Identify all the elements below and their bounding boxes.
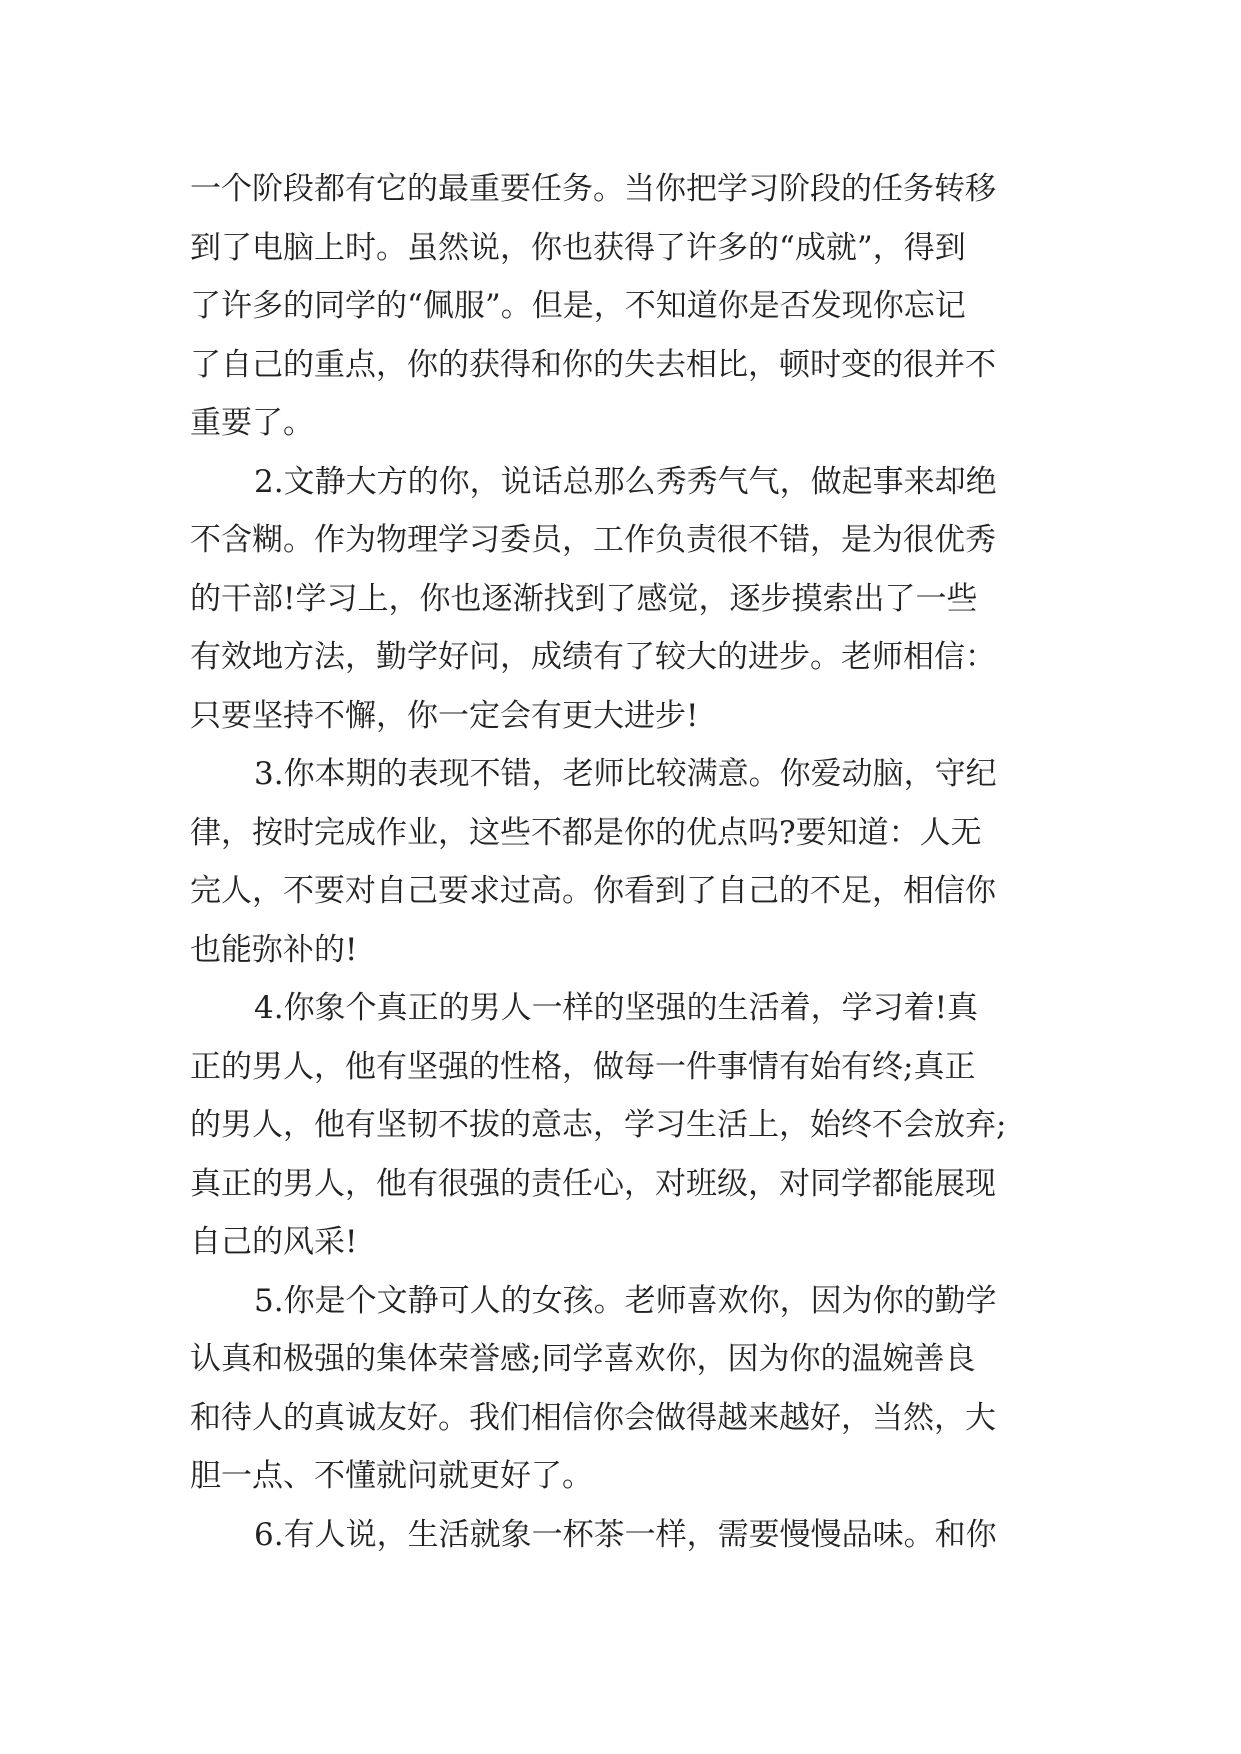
text-line: 重要了。 [190, 405, 314, 441]
text-line: 只要坚持不懈，你一定会有更大进步! [190, 697, 699, 734]
text-line: 自己的风采! [190, 1224, 358, 1260]
text-line: 也能弥补的! [190, 931, 358, 968]
paragraph-start-line: 2.文静大方的你，说话总那么秀秀气气，做起事来却绝 [254, 463, 997, 500]
text-line: 真正的男人，他有很强的责任心，对班级，对同学都能展现 [190, 1165, 996, 1202]
text-line: 的男人，他有坚韧不拔的意志，学习生活上，始终不会放弃; [190, 1107, 1007, 1143]
text-line: 了许多的同学的“佩服”。但是，不知道你是否发现你忘记 [190, 288, 966, 324]
paragraph-start-line: 5.你是个文静可人的女孩。老师喜欢你，因为你的勤学 [254, 1282, 997, 1319]
text-line: 和待人的真诚友好。我们相信你会做得越来越好，当然，大 [190, 1399, 996, 1436]
text-line: 的干部!学习上，你也逐渐找到了感觉，逐步摸索出了一些 [190, 580, 978, 617]
text-line: 完人，不要对自己要求过高。你看到了自己的不足，相信你 [190, 873, 996, 909]
text-line: 有效地方法，勤学好问，成绩有了较大的进步。老师相信： [190, 639, 996, 675]
document-body [190, 160, 1052, 1564]
paragraph-start-line: 6.有人说，生活就象一杯茶一样，需要慢慢品味。和你 [254, 1516, 997, 1553]
paragraph-start-line: 4.你象个真正的男人一样的坚强的生活着，学习着!真 [254, 990, 979, 1026]
text-line: 律，按时完成作业，这些不都是你的优点吗?要知道：人无 [190, 814, 982, 851]
text-line: 到了电脑上时。虽然说，你也获得了许多的“成就”，得到 [190, 229, 966, 266]
text-line: 了自己的重点，你的获得和你的失去相比，顿时变的很并不 [190, 346, 996, 383]
paragraph-start-line: 3.你本期的表现不错，老师比较满意。你爱动脑，守纪 [254, 756, 997, 792]
text-line: 认真和极强的集体荣誉感;同学喜欢你，因为你的温婉善良 [190, 1341, 976, 1377]
text-line: 胆一点、不懂就问就更好了。 [190, 1458, 593, 1494]
text-line: 正的男人，他有坚强的性格，做每一件事情有始有终;真正 [190, 1048, 976, 1085]
text-line: 一个阶段都有它的最重要任务。当你把学习阶段的任务转移 [190, 171, 996, 207]
text-line: 不含糊。作为物理学习委员，工作负责很不错，是为很优秀 [190, 522, 996, 558]
